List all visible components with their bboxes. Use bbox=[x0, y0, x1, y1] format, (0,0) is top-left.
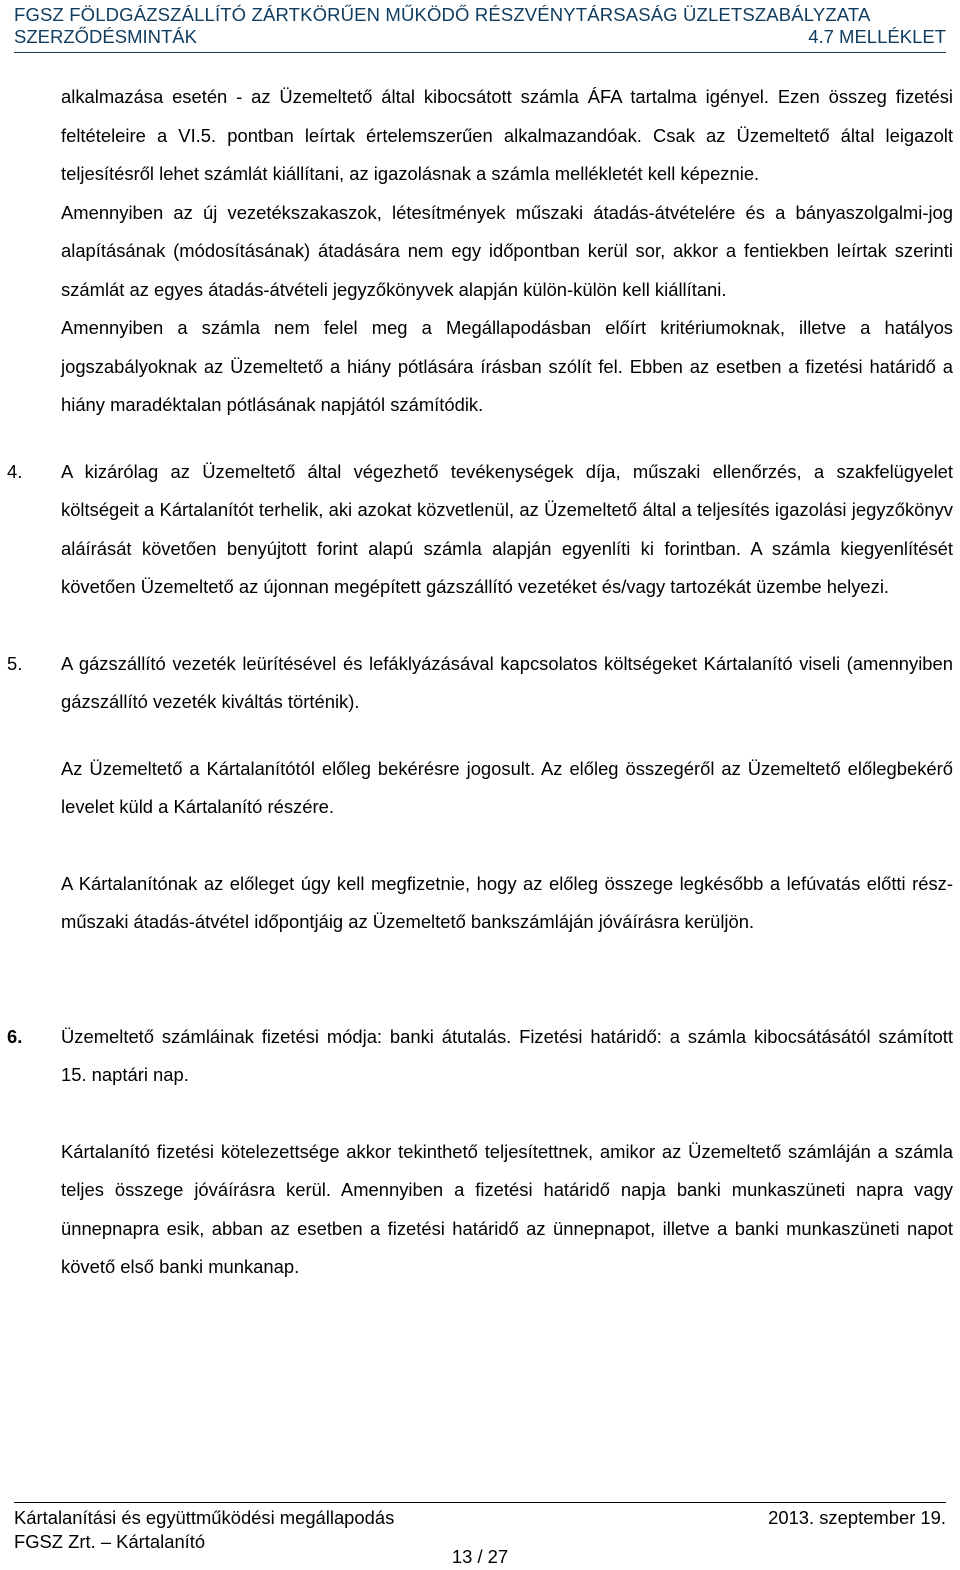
item-5-paragraph-3: A Kártalanítónak az előleget úgy kell megfizetnie, hogy az előleg összege legkésőbb a lefúvatás előtti rész-műszaki átadás-átvétel időpontjáig az Üzemeltető bankszámláján jóváírásra kerüljön. bbox=[61, 872, 953, 932]
footer-date: 2013. szeptember 19. bbox=[768, 1507, 946, 1528]
item-5-paragraph-2: Az Üzemeltető a Kártalanítótól előleg bekérésre jogosult. Az előleg összegéről az Üzemeltető előlegbekérő levelet küld a Kártalanító részére. bbox=[61, 757, 953, 817]
footer-parties: FGSZ Zrt. – Kártalanító bbox=[14, 1531, 206, 1552]
paragraph-2: Amennyiben az új vezetékszakaszok, létesítmények műszaki átadás-átvételére és a bányaszolgalmi-jog alapításának (módosításának) átadására nem egy időpontban kerül sor, akkor a fentiekben leírtak szerinti számlát az egyes átadás-átvételi jegyzőkönyvek alapján külön-külön kell kiállítani. bbox=[61, 201, 953, 300]
item-5-number: 5. bbox=[7, 652, 23, 674]
item-6-paragraph-2: Kártalanító fizetési kötelezettsége akkor tekinthető teljesítettnek, amikor az Üzemeltető számláján a számla teljes összege jóváírásra kerül. Amennyiben a fizetési határidő napja banki munkaszüneti napra vagy ünnepnapra esik, abban az esetben a fizetési határidő az ünnepnapot, illetve a banki munkaszüneti napot követő első banki munkanap. bbox=[61, 1140, 953, 1277]
header-annex: 4.7 MELLÉKLET bbox=[808, 26, 946, 47]
header-title: FGSZ FÖLDGÁZSZÁLLÍTÓ ZÁRTKÖRŰEN MŰKÖDŐ RÉSZVÉNYTÁRSASÁG ÜZLETSZABÁLYZATA bbox=[14, 4, 871, 25]
page-header bbox=[14, 4, 946, 48]
header-subline bbox=[14, 26, 946, 48]
item-5 bbox=[7, 645, 953, 722]
item-6 bbox=[7, 1018, 953, 1095]
page-number: 13 / 27 bbox=[451, 1546, 509, 1567]
item-4-text: A kizárólag az Üzemeltető által végezhető tevékenységek díja, műszaki ellenőrzés, a szakfelügyelet költségeit a Kártalanítót terhelik, aki azokat közvetlenül, az Üzemeltető által a teljesítés igazolási jegyzőkönyv aláírását követően benyújtott forint alapú számla alapján egyenlíti ki forintban. A számla kiegyenlítését követően Üzemeltető az újonnan megépített gázszállító vezetéket és/vagy tartozékát üzembe helyezi. bbox=[61, 460, 953, 597]
paragraph-3: Amennyiben a számla nem felel meg a Megállapodásban előírt kritériumoknak, illetve a hatályos jogszabályoknak az Üzemeltető a hiány pótlására írásban szólít fel. Ebben az esetben a fizetési határidő a hiány maradéktalan pótlásának napjától számítódik. bbox=[61, 317, 953, 415]
header-divider bbox=[14, 52, 946, 53]
item-6-number: 6. bbox=[7, 1025, 23, 1047]
item-6-text: Üzemeltető számláinak fizetési módja: banki átutalás. Fizetési határidő: a számla kibocsátásától számított 15. naptári nap. bbox=[61, 1025, 953, 1085]
paragraph-1: alkalmazása esetén - az Üzemeltető által kibocsátott számla ÁFA tartalma igényel. Ezen összeg fizetési feltételeire a VI.5. pontban leírtak értelemszerűen alkalmazandóak. Csak az Üzemeltető által leigazolt teljesítésről lehet számlát kiállítani, az igazolásnak a számla mellékletét kell képeznie. bbox=[61, 86, 953, 184]
item-4 bbox=[7, 453, 953, 607]
footer-divider bbox=[14, 1502, 946, 1503]
footer-agreement: Kártalanítási és együttműködési megállapodás bbox=[14, 1507, 395, 1528]
document-body bbox=[7, 78, 953, 1287]
item-4-number: 4. bbox=[7, 460, 23, 482]
header-section: SZERZŐDÉSMINTÁK bbox=[14, 26, 197, 47]
item-5-text: A gázszállító vezeték leürítésével és lefáklyázásával kapcsolatos költségeket Kártalanító viseli (amennyiben gázszállító vezeték kiváltás történik). bbox=[61, 652, 953, 712]
